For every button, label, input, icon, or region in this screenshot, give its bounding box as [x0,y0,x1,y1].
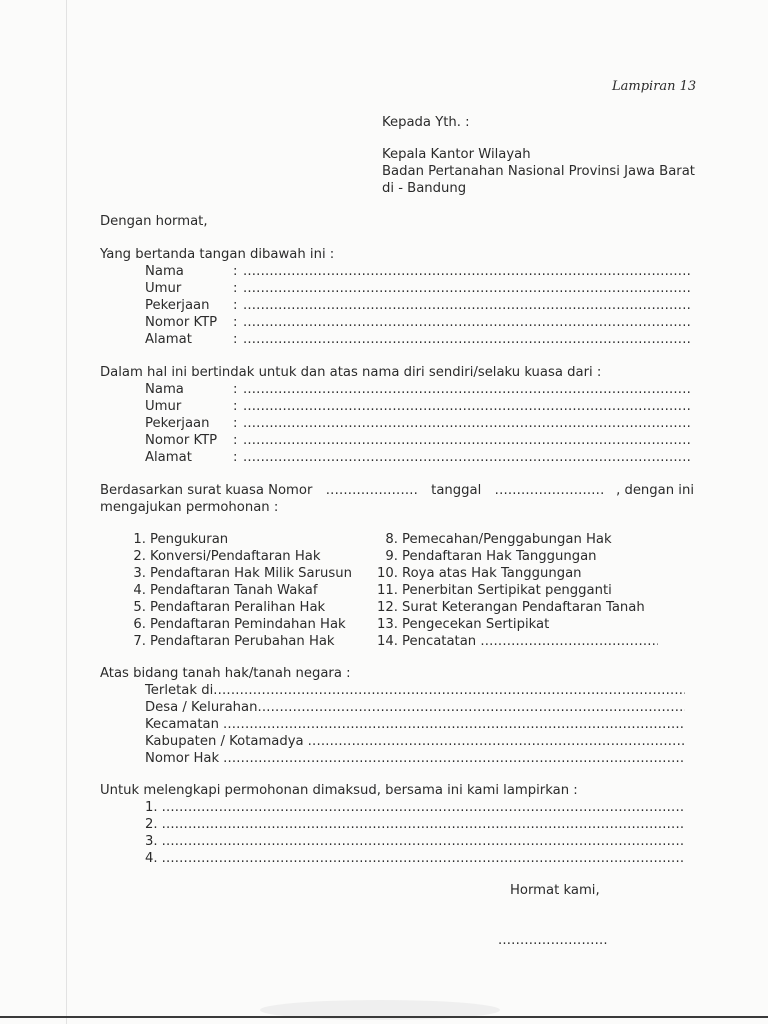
fill-in-blank[interactable] [223,750,685,767]
request-option [370,633,658,650]
field-label: Pekerjaan [145,298,210,313]
request-option [370,582,658,599]
tanggal-label: tanggal [431,483,482,498]
section2-intro: Dalam hal ini bertindak untuk dan atas nama diri sendiri/selaku kuasa dari : [100,365,602,380]
option-label: Pendaftaran Pemindahan Hak [150,617,346,632]
request-option [126,599,352,616]
greeting: Dengan hormat, [100,214,208,229]
dengan-ini-label: , dengan ini [616,483,694,498]
attachment-row [145,833,685,850]
option-label: Surat Keterangan Pendaftaran Tanah [402,600,645,615]
field-label: Kabupaten / Kotamadya [145,734,304,749]
signature-blank[interactable] [498,932,608,949]
request-option [370,616,658,633]
attachments-intro: Untuk melengkapi permohonan dimaksud, bersama ini kami lampirkan : [100,783,578,798]
field-label: Nomor Hak [145,751,220,766]
field-label: Kecamatan [145,717,219,732]
fill-in-blank[interactable] [243,297,690,314]
form-row-kabupaten [145,733,685,750]
field-label: Pekerjaan [145,416,210,431]
option-number: 9. [385,549,398,564]
fill-in-blank[interactable] [213,682,685,699]
field-colon: : [233,298,238,313]
request-option [370,531,658,548]
attachment-row [145,799,685,816]
option-number: 2. [133,549,146,564]
field-colon: : [233,382,238,397]
form-row-nama [145,381,690,398]
form-row-umur [145,398,690,415]
option-label: Penerbitan Sertipikat pengganti [402,583,612,598]
form-row-nomor-ktp [145,432,690,449]
fill-in-blank[interactable] [257,699,685,716]
surat-kuasa-label: Berdasarkan surat kuasa Nomor [100,483,313,498]
option-label: Pendaftaran Perubahan Hak [150,634,335,649]
option-number: 13. [377,617,398,632]
form-row-nomor-ktp [145,314,690,331]
option-label: Pemecahan/Penggabungan Hak [402,532,612,547]
fill-in-blank[interactable] [162,816,685,833]
closing-text: Hormat kami, [510,883,600,898]
fill-in-blank[interactable] [243,432,690,449]
fill-in-blank[interactable] [243,415,690,432]
attachment-row [145,850,685,867]
field-colon: : [233,332,238,347]
form-row-terletak [145,682,685,699]
field-colon: : [233,399,238,414]
request-list-right [370,531,658,650]
option-label: Konversi/Pendaftaran Hak [150,549,321,564]
page-margin-line [66,0,67,1024]
option-number: 7. [133,634,146,649]
option-label: Pendaftaran Peralihan Hak [150,600,326,615]
request-option [370,565,658,582]
field-label: Alamat [145,332,192,347]
tanggal-blank[interactable] [495,482,603,499]
recipient-salutation: Kepada Yth. : [382,115,470,130]
lampiran-label: Lampiran 13 [612,79,697,94]
option-label: Pendaftaran Hak Tanggungan [402,549,597,564]
surat-kuasa-line [100,482,694,499]
form-row-pekerjaan [145,297,690,314]
recipient-line-2: Badan Pertanahan Nasional Provinsi Jawa Barat [382,164,695,179]
form-row-kecamatan [145,716,685,733]
attachment-row [145,816,685,833]
request-list-left [126,531,352,650]
attachment-number: 3. [145,834,158,849]
request-option [126,633,352,650]
field-label: Nomor KTP [145,433,218,448]
fill-in-blank[interactable] [243,381,690,398]
option-number: 10. [377,566,398,581]
land-intro: Atas bidang tanah hak/tanah negara : [100,666,351,681]
option-label: Pendaftaran Hak Milik Sarusun [150,566,352,581]
field-colon: : [233,450,238,465]
request-option [126,565,352,582]
field-colon: : [233,281,238,296]
fill-in-blank[interactable] [162,833,685,850]
option-number: 11. [377,583,398,598]
fill-in-blank[interactable] [308,733,685,750]
option-number: 8. [385,532,398,547]
fill-in-blank[interactable] [243,331,690,348]
fill-in-blank[interactable] [162,850,685,867]
option-number: 3. [133,566,146,581]
recipient-line-3: di - Bandung [382,181,467,196]
option-number: 1. [133,532,146,547]
request-option [126,531,352,548]
fill-in-blank[interactable] [243,398,690,415]
nomor-blank[interactable] [326,482,418,499]
fill-in-blank[interactable] [162,799,685,816]
option-label: Pengukuran [150,532,229,547]
form-row-alamat [145,331,690,348]
request-option [370,548,658,565]
field-colon: : [233,433,238,448]
option-label: Roya atas Hak Tanggungan [402,566,582,581]
recipient-line-1: Kepala Kantor Wilayah [382,147,531,162]
section1-intro: Yang bertanda tangan dibawah ini : [100,247,335,262]
field-label: Nomor KTP [145,315,218,330]
form-row-nomor-hak [145,750,685,767]
fill-in-blank[interactable] [223,716,685,733]
mengajukan-label: mengajukan permohonan : [100,500,279,515]
field-label: Nama [145,382,184,397]
fill-in-blank[interactable] [243,314,690,331]
attachment-number: 1. [145,800,158,815]
request-option [126,616,352,633]
form-row-alamat [145,449,690,466]
option-label: Pencatatan [402,634,477,649]
fill-in-blank[interactable] [243,263,690,280]
field-label: Terletak di [145,683,214,698]
form-row-pekerjaan [145,415,690,432]
option-number: 4. [133,583,146,598]
option-number: 12. [377,600,398,615]
field-label: Alamat [145,450,192,465]
attachment-number: 4. [145,851,158,866]
attachment-number: 2. [145,817,158,832]
pencatatan-blank[interactable] [480,633,658,650]
option-label: Pendaftaran Tanah Wakaf [150,583,318,598]
fill-in-blank[interactable] [243,280,690,297]
request-option [126,548,352,565]
form-row-nama [145,263,690,280]
option-number: 14. [377,634,398,649]
field-colon: : [233,416,238,431]
field-label: Umur [145,399,182,414]
option-number: 6. [133,617,146,632]
field-colon: : [233,264,238,279]
request-option [126,582,352,599]
request-option [370,599,658,616]
fill-in-blank[interactable] [243,449,690,466]
field-colon: : [233,315,238,330]
option-label: Pengecekan Sertipikat [402,617,550,632]
page-bottom-border [0,1016,768,1018]
field-label: Nama [145,264,184,279]
option-number: 5. [133,600,146,615]
form-row-desa [145,699,685,716]
field-label: Umur [145,281,182,296]
field-label: Desa / Kelurahan [145,700,258,715]
form-row-umur [145,280,690,297]
